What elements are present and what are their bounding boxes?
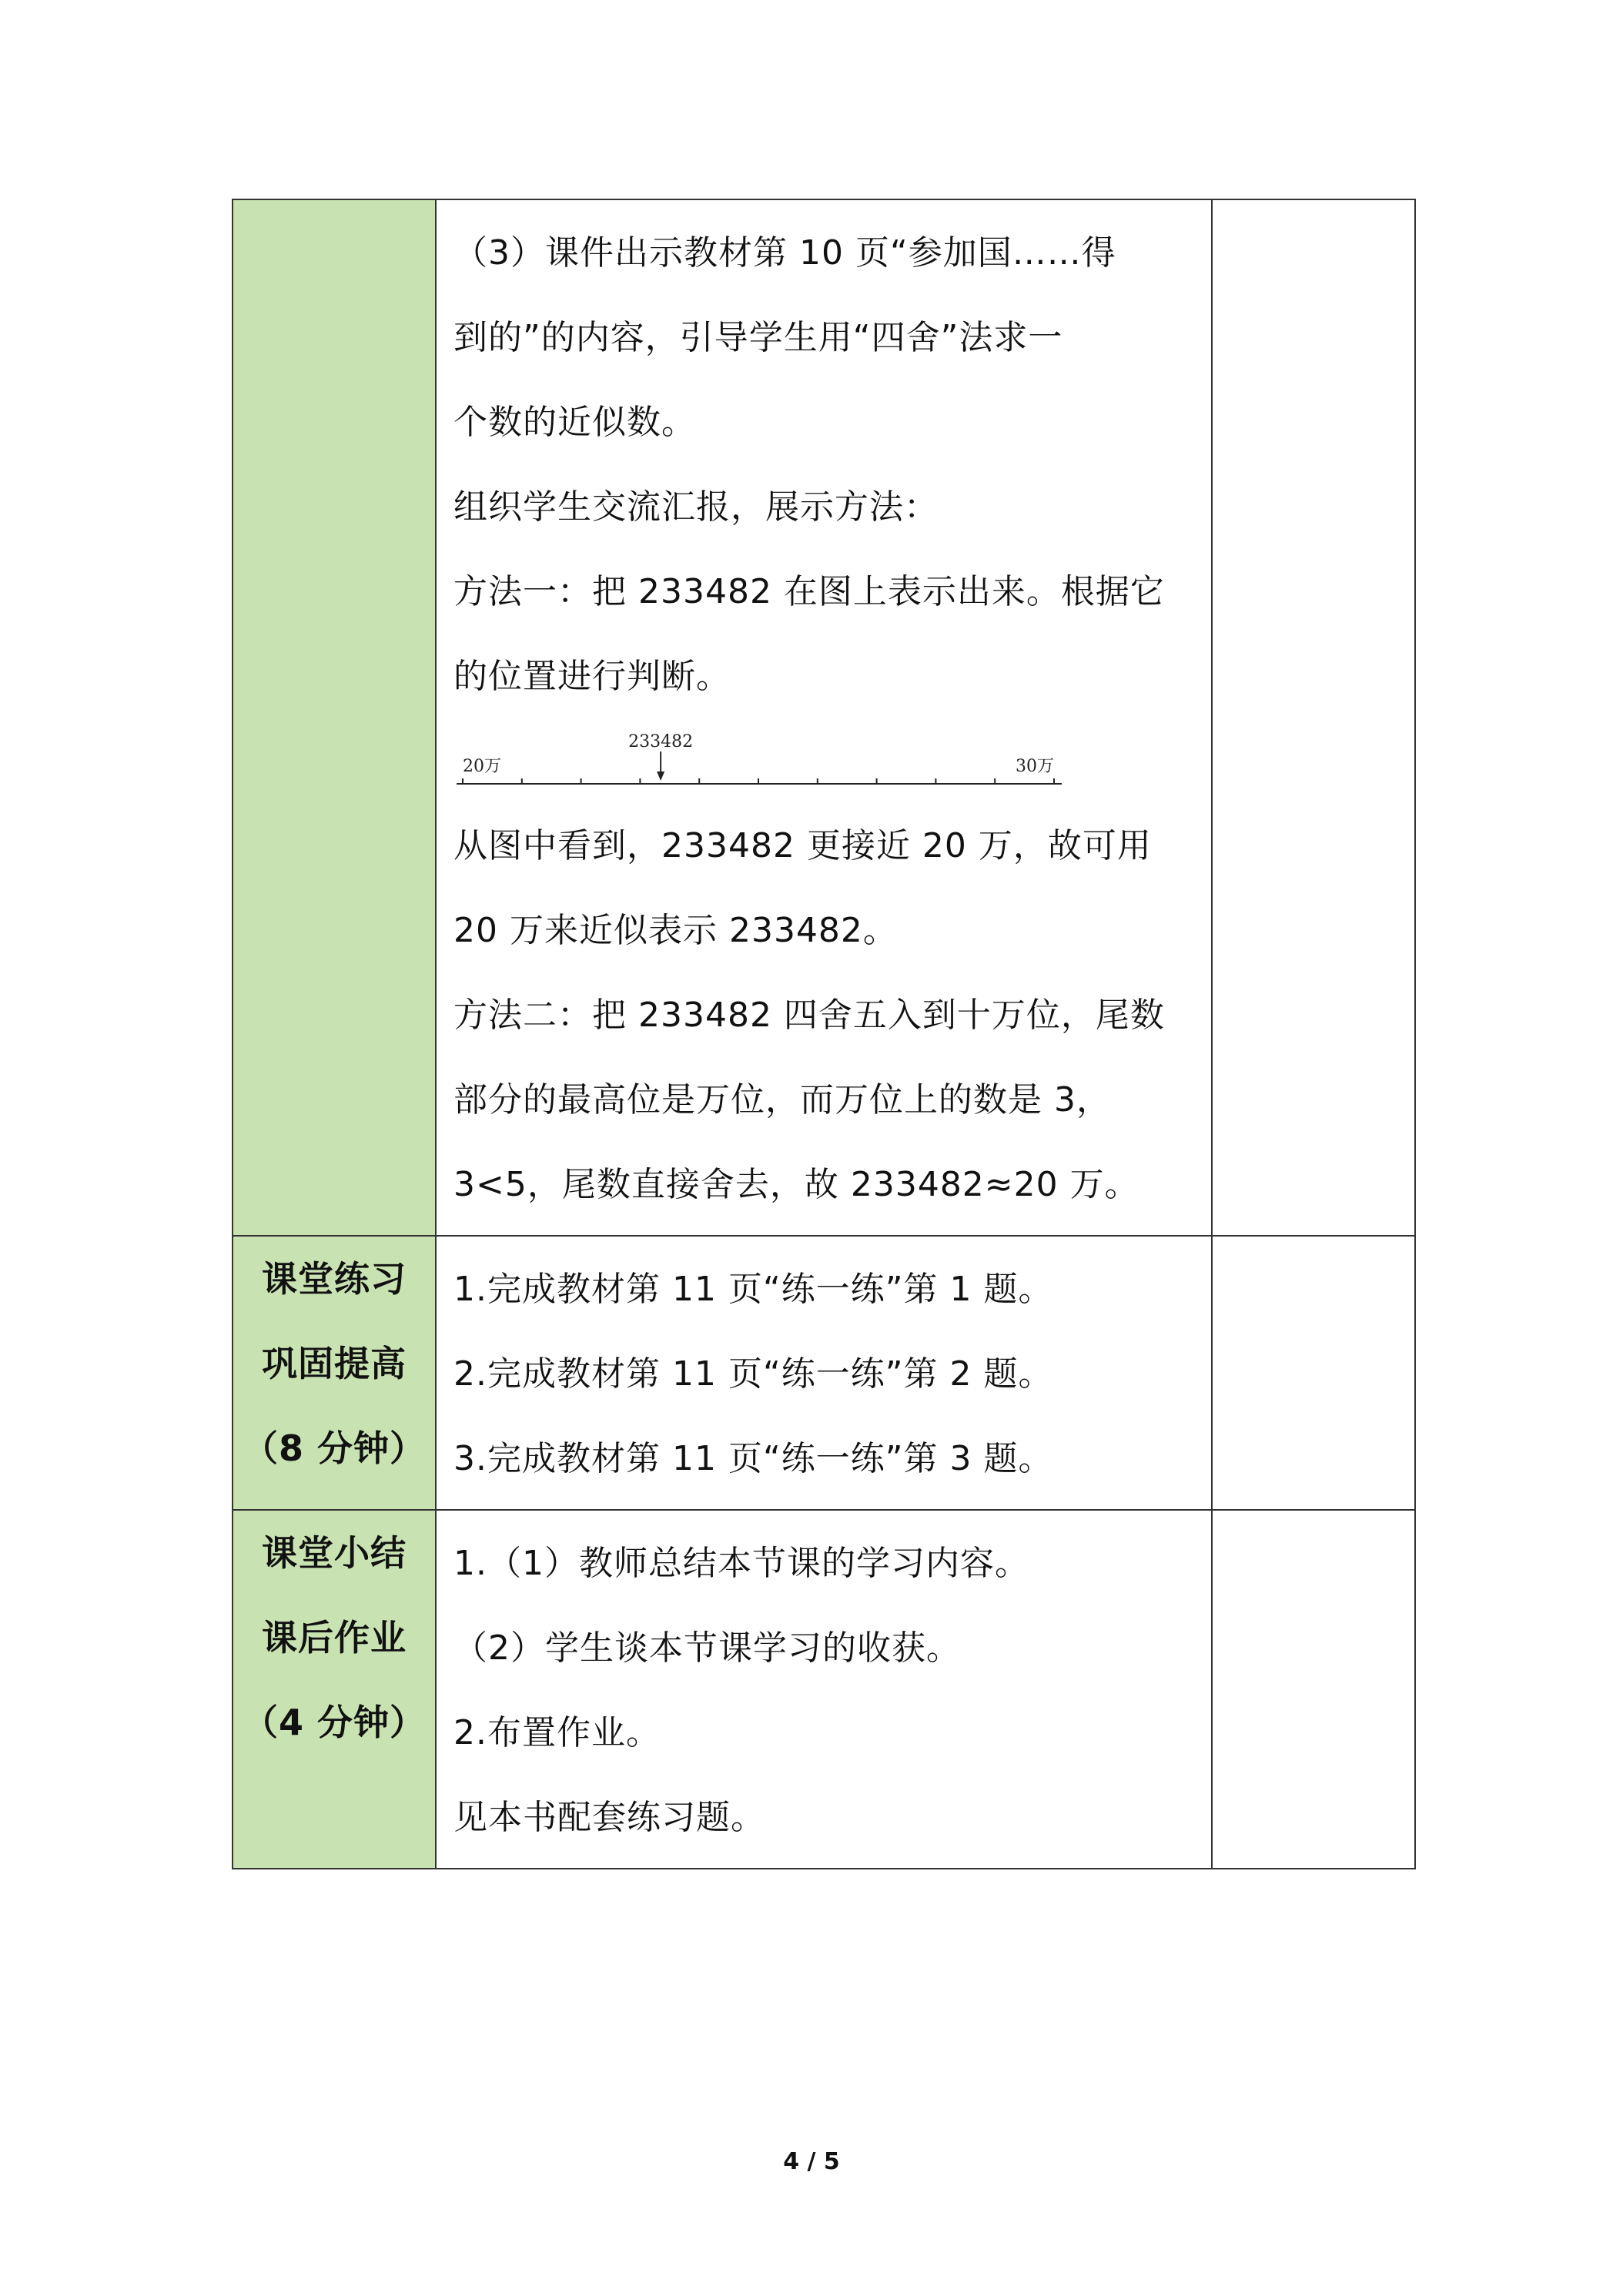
row-label-line: 课堂练习 xyxy=(262,1258,407,1300)
text-line: 方法二：把 233482 四舍五入到十万位，尾数 xyxy=(453,996,1165,1035)
row-label-line: 巩固提高 xyxy=(262,1343,407,1384)
text-line: 部分的最高位是万位，而万位上的数是 3， xyxy=(453,1080,1111,1120)
number-line-right-label: 30万 xyxy=(1016,757,1054,776)
notes-cell xyxy=(1212,199,1415,1236)
row-label-line: （8 分钟） xyxy=(242,1427,427,1469)
number-line-marker-arrow-head xyxy=(657,771,664,781)
content-cell-summary xyxy=(436,1510,1212,1869)
row-label-practice xyxy=(233,1236,436,1510)
content-cell-practice xyxy=(436,1236,1212,1510)
number-line-marker-label: 233482 xyxy=(628,732,694,751)
text-line: 从图中看到，233482 更接近 20 万，故可用 xyxy=(453,826,1152,865)
text-line: 2.布置作业。 xyxy=(453,1713,661,1752)
content-cell-method xyxy=(436,199,1212,1236)
text-line: 1.完成教材第 11 页“练一练”第 1 题。 xyxy=(453,1270,1053,1309)
notes-cell xyxy=(1212,1510,1415,1869)
text-line: 3<5，尾数直接舍去，故 233482≈20 万。 xyxy=(453,1165,1139,1204)
text-line: 方法一：把 233482 在图上表示出来。根据它 xyxy=(453,572,1165,611)
row-label-line: （4 分钟） xyxy=(242,1702,427,1743)
table-row-method xyxy=(233,199,1415,1236)
text-line: 2.完成教材第 11 页“练一练”第 2 题。 xyxy=(453,1354,1053,1394)
text-line: （2）学生谈本节课学习的收获。 xyxy=(453,1628,961,1668)
table-row-practice xyxy=(233,1236,1415,1510)
text-line: 的位置进行判断。 xyxy=(453,657,731,696)
number-line-left-label: 20万 xyxy=(463,757,501,776)
text-line: （3）课件出示教材第 10 页“参加国……得 xyxy=(453,233,1116,273)
text-line: 个数的近似数。 xyxy=(453,403,696,442)
row-label-line: 课后作业 xyxy=(262,1617,407,1658)
text-line: 3.完成教材第 11 页“练一练”第 3 题。 xyxy=(453,1439,1053,1478)
notes-cell xyxy=(1212,1236,1415,1510)
page-number: 4 / 5 xyxy=(783,2148,840,2175)
number-line-figure xyxy=(453,719,1199,804)
lesson-plan-table xyxy=(232,199,1416,1869)
number-line-svg xyxy=(453,719,1069,804)
text-line: 1.（1）教师总结本节课的学习内容。 xyxy=(453,1544,1029,1583)
row-label-summary xyxy=(233,1510,436,1869)
row-label-empty xyxy=(233,199,436,1236)
text-line: 见本书配套练习题。 xyxy=(453,1798,765,1837)
text-line: 20 万来近似表示 233482。 xyxy=(453,911,898,950)
text-line: 组织学生交流汇报，展示方法： xyxy=(453,487,939,527)
table-row-summary xyxy=(233,1510,1415,1869)
text-line: 到的”的内容，引导学生用“四舍”法求一 xyxy=(453,318,1063,357)
row-label-line: 课堂小结 xyxy=(262,1532,407,1574)
